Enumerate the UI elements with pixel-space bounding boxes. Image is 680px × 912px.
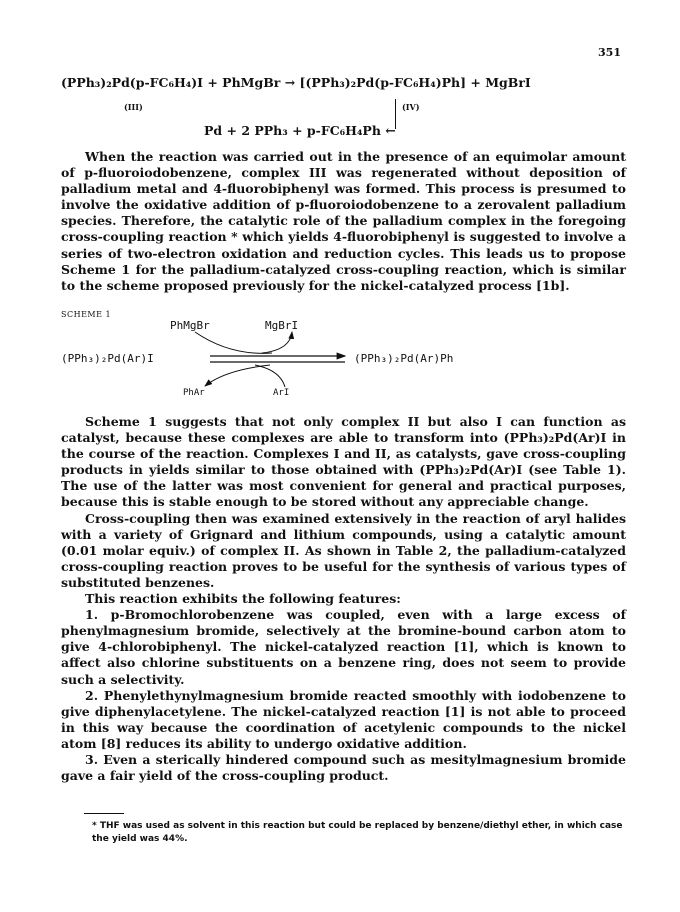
footnote-rule xyxy=(84,813,124,814)
scheme-phar-curve xyxy=(205,365,270,386)
paragraph-4: This reaction exhibits the following features: xyxy=(85,591,401,607)
scheme-label: SCHEME 1 xyxy=(61,310,112,319)
paragraph-3: Cross-coupling then was examined extensively in the reaction of aryl halides with a variety of Grignard and lithium compounds, using a catalytic amount (0.01 molar equiv.) of complex II. As shown in Table 2, the palladium-catalyzed cross-coupling reaction proves to be useful for the synthesis of various types of substituted benzenes. xyxy=(61,510,626,590)
equation-line-1: (PPh₃)₂Pd(p-FC₆H₄)I + PhMgBr → [(PPh₃)₂Pd(p-FC₆H₄)Ph] + MgBrI xyxy=(61,75,531,90)
scheme-right: (PPh₃)₂Pd(Ar)Ph xyxy=(354,352,454,365)
paragraph-1-text: When the reaction was carried out in the presence of an equimolar amount of p-fluoroiodobenzene, complex III was regenerated without deposition of palladium metal and 4-fluorobiphenyl was formed. This process is presumed to involve the oxidative addition of p-fluoroiodobenzene to a zerovalent palladium species. Therefore, the catalytic role of the palladium complex in the foregoing cross-coupling reaction * which yields 4-fluorobiphenyl is suggested to involve a series of two-electron oxidation and reduction cycles. This leads us to propose Scheme 1 for the palladium-catalyzed cross-coupling reaction, which is similar to the scheme proposed previously for the nickel-catalyzed process [1b]. xyxy=(61,149,626,293)
feature-1: 1. p-Bromochlorobenzene was coupled, even with a large excess of phenylmagnesium bromide, selectively at the bromine-bound carbon atom to give 4-chlorobiphenyl. The nickel-catalyzed reaction [1], which is known to affect also chlorine substituents on a benzene ring, does not seem to provide such a selectivity. xyxy=(61,607,626,687)
page-number: 351 xyxy=(598,46,621,59)
feature-2: 2. Phenylethynylmagnesium bromide reacted smoothly with iodobenzene to give diphenylacetylene. The nickel-catalyzed reaction [1] is not able to proceed in this way because the coordination of acetylenic compounds to the nickel atom [8] reduces its ability to undergo oxidative addition. xyxy=(61,687,626,751)
paragraph-2: Scheme 1 suggests that not only complex II but also I can function as catalyst, because these complexes are able to transform into (PPh₃)₂Pd(Ar)I in the course of the reaction. Complexes I and II, as catalysts, gave cross-coupling products in yields similar to those obtained with (PPh₃)₂Pd(Ar)I (see Table 1). The use of the latter was most convenient for general and practical purposes, because this is stable enough to be stored without any appreciable change. xyxy=(61,414,626,510)
scheme-phmgbr-curve xyxy=(195,332,272,353)
scheme-bottom-left: PhAr xyxy=(183,388,205,398)
scheme-ari-curve xyxy=(255,365,285,387)
scheme-top-left: PhMgBr xyxy=(170,319,210,332)
footnote: * THF was used as solvent in this reaction but could be replaced by benzene/diethyl ether, in which case the yield was 44%. xyxy=(92,821,623,844)
scheme-bottom-right: ArI xyxy=(273,388,290,398)
equation-label-iii: (III) xyxy=(124,102,143,112)
feature-3: 3. Even a sterically hindered compound such as mesitylmagnesium bromide gave a fair yield of the cross-coupling product. xyxy=(61,751,626,784)
scheme-top-right: MgBrI xyxy=(265,319,299,332)
scheme-mgbri-curve xyxy=(262,332,292,353)
equation-line-2: Pd + 2 PPh₃ + p-FC₆H₄Ph ← xyxy=(204,123,396,138)
body-text xyxy=(61,414,626,784)
equation-label-iv: (IV) xyxy=(402,102,420,112)
scheme-left: (PPh₃)₂Pd(Ar)I xyxy=(61,352,154,365)
scheme-arrows xyxy=(0,0,680,400)
